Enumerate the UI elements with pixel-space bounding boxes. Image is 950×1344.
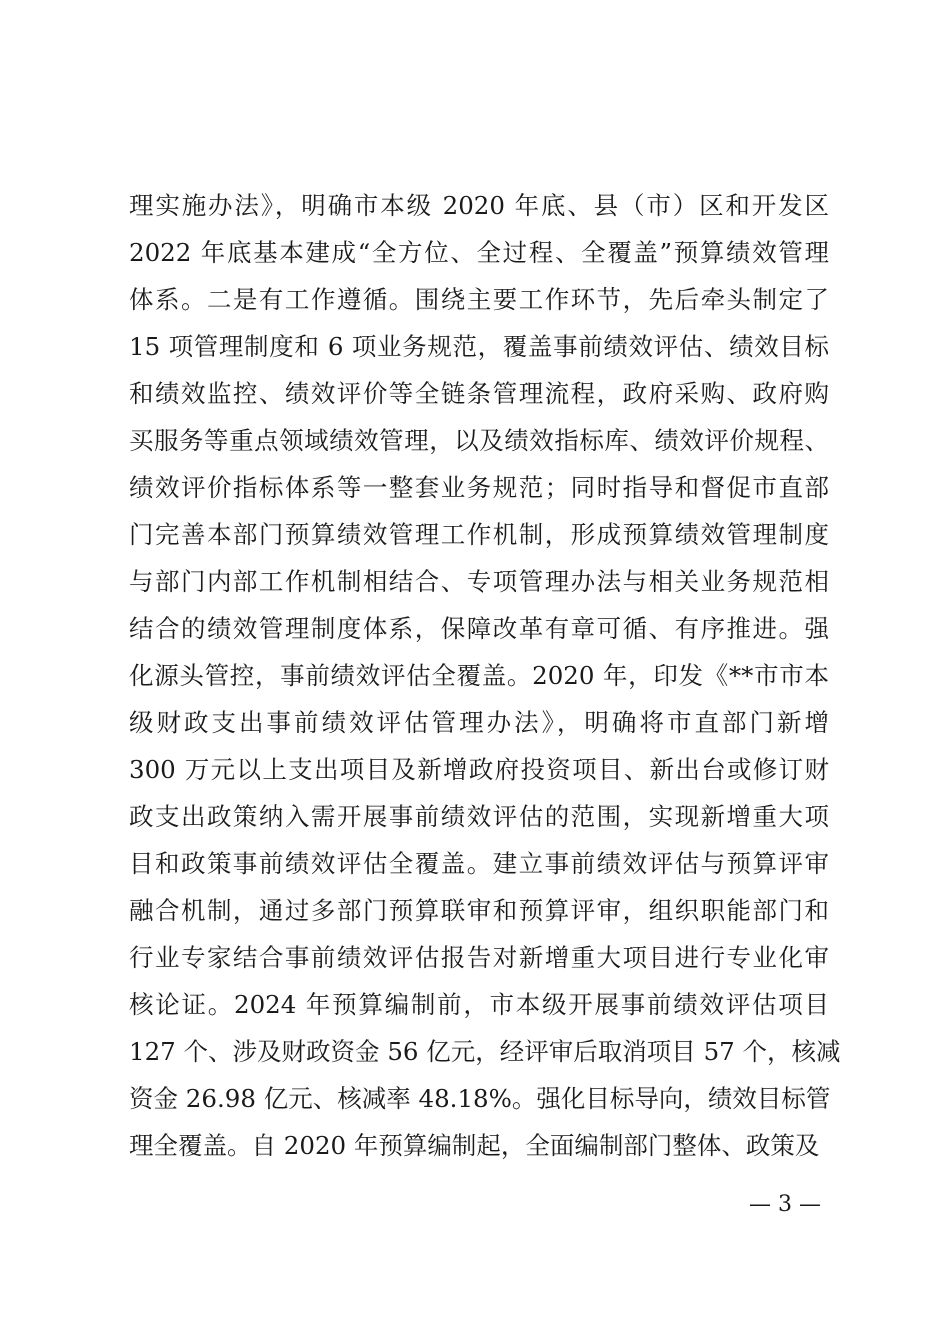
text-line: 行业专家结合事前绩效评估报告对新增重大项目进行专业化审 — [129, 943, 829, 972]
body-text — [129, 182, 841, 1169]
text-line: 127 个、涉及财政资金 56 亿元，经评审后取消项目 57 个，核减 — [129, 1037, 841, 1066]
text-line: 理实施办法》，明确市本级 2020 年底、县（市）区和开发区 — [129, 191, 829, 220]
text-line: 资金 26.98 亿元、核减率 48.18%。强化目标导向，绩效目标管 — [129, 1084, 831, 1113]
text-line: 绩效评价指标体系等一整套业务规范；同时指导和督促市直部 — [129, 473, 829, 502]
text-line: 体系。二是有工作遵循。围绕主要工作环节，先后牵头制定了 — [129, 285, 829, 314]
page-number: — 3 — — [749, 1192, 821, 1217]
text-line: 300 万元以上支出项目及新增政府投资项目、新出台或修订财 — [129, 755, 829, 784]
text-line: 门完善本部门预算绩效管理工作机制，形成预算绩效管理制度 — [129, 520, 829, 549]
text-line: 和绩效监控、绩效评价等全链条管理流程，政府采购、政府购 — [129, 379, 829, 408]
text-line: 级财政支出事前绩效评估管理办法》，明确将市直部门新增 — [129, 708, 829, 737]
text-line: 结合的绩效管理制度体系，保障改革有章可循、有序推进。强 — [129, 614, 829, 643]
text-line: 核论证。2024 年预算编制前，市本级开展事前绩效评估项目 — [129, 990, 829, 1019]
text-line: 政支出政策纳入需开展事前绩效评估的范围，实现新增重大项 — [129, 802, 829, 831]
text-line: 2022 年底基本建成“全方位、全过程、全覆盖”预算绩效管理 — [129, 238, 829, 267]
text-line: 15 项管理制度和 6 项业务规范，覆盖事前绩效评估、绩效目标 — [129, 332, 829, 361]
text-line: 买服务等重点领域绩效管理，以及绩效指标库、绩效评价规程、 — [129, 426, 829, 455]
text-line: 与部门内部工作机制相结合、专项管理办法与相关业务规范相 — [129, 567, 829, 596]
text-line: 融合机制，通过多部门预算联审和预算评审，组织职能部门和 — [129, 896, 829, 925]
text-line: 目和政策事前绩效评估全覆盖。建立事前绩效评估与预算评审 — [129, 849, 829, 878]
text-line: 化源头管控，事前绩效评估全覆盖。2020 年，印发《**市市本 — [129, 661, 829, 690]
text-line: 理全覆盖。自 2020 年预算编制起，全面编制部门整体、政策及 — [129, 1131, 820, 1160]
